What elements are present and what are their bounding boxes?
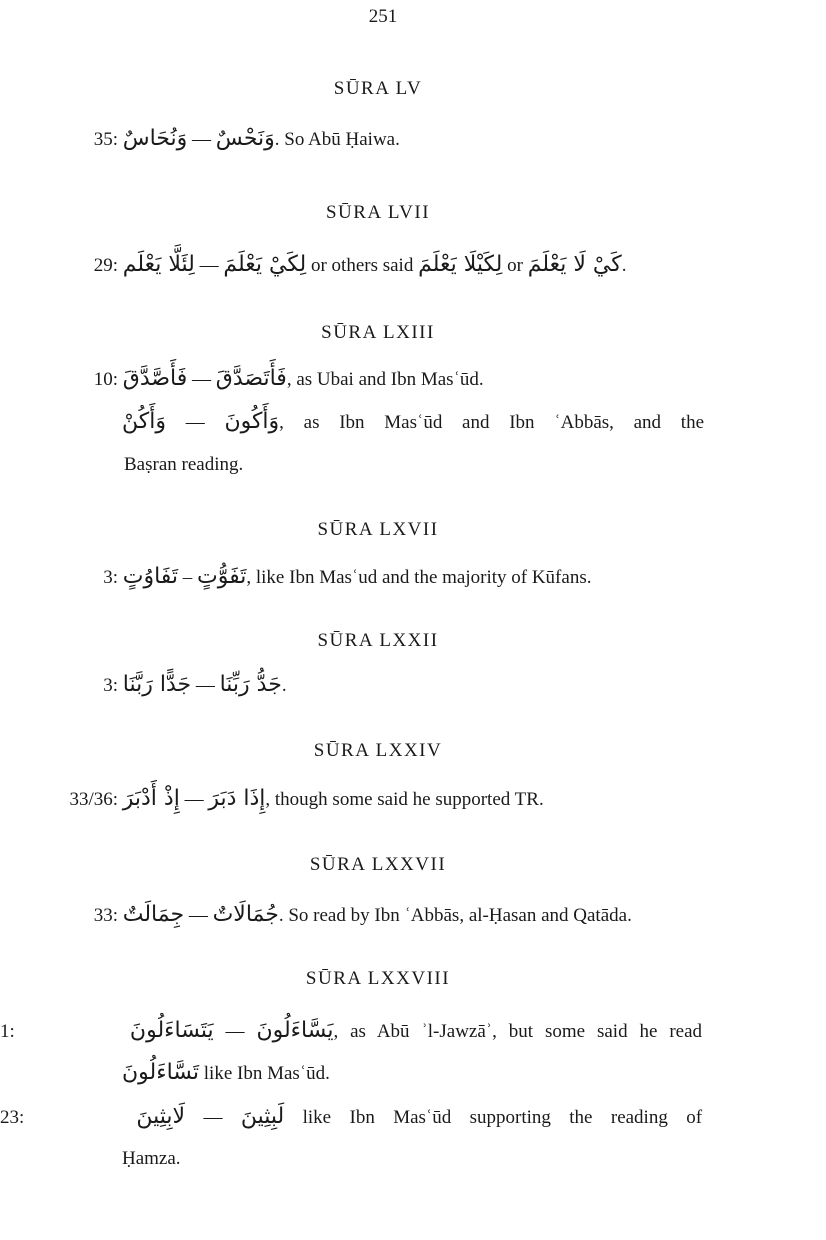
sura-heading: SŪRA LXXVIII [305, 968, 451, 989]
sura-heading: SŪRA LVII [325, 202, 431, 223]
arabic-variant: إِذْ أَدْبَرَ [122, 786, 180, 811]
verse-number: 29: [93, 255, 118, 276]
arabic-standard: تَفَوُّتٍ [197, 564, 247, 589]
variant-entry [0, 564, 591, 591]
verse-number: 3: [103, 567, 118, 588]
entry-text: . [621, 255, 627, 276]
arabic-standard: يَسَّاءَلُونَ [256, 1018, 334, 1043]
entry-continuation: Ḥamza. [122, 1148, 181, 1169]
arabic-variant: يَتَسَاءَلُونَ [129, 1018, 214, 1043]
arabic-variant: جِمَالَتٌ [122, 902, 185, 927]
arabic-standard: وَنَحْسٌ [215, 126, 275, 151]
variant-entry [0, 1104, 702, 1131]
arabic-variant: تَفَاوُتٍ [122, 564, 179, 589]
variant-entry [0, 786, 544, 813]
verse-number: 33/36: [69, 789, 118, 810]
variant-entry [0, 366, 484, 393]
arabic-variant: وَأَكُنْ [122, 409, 166, 434]
verse-number: 23: [0, 1107, 25, 1128]
variant-entry [0, 902, 632, 929]
entry-text: , though some said he supported TR. [265, 789, 544, 810]
verse-number: 3: [103, 675, 118, 696]
arabic-alternative: تَسَّاءَلُونَ [122, 1060, 200, 1085]
verse-number: 33: [93, 905, 118, 926]
variant-entry [0, 672, 287, 699]
arabic-variant: جَدًّا رَبَّنَا [122, 672, 192, 697]
arabic-variant: فَأَصَّدَّقَ [122, 366, 188, 391]
entry-text: . [281, 675, 287, 696]
entry-text: . So Abū Ḥaiwa. [274, 129, 400, 150]
dash: — [188, 905, 208, 926]
variant-entry [0, 252, 626, 279]
entry-text: like Ibn Masʿūd supporting the reading of [284, 1107, 703, 1128]
variant-entry [0, 126, 400, 153]
entry-text: like Ibn Masʿūd. [199, 1063, 330, 1084]
dash: — [199, 255, 219, 276]
entry-text: or [502, 255, 528, 276]
entry-text: . So read by Ibn ʿAbbās, al-Ḥasan and Qatāda. [278, 905, 632, 926]
verse-number: 10: [93, 369, 118, 390]
dash: — [203, 1107, 223, 1128]
entry-continuation [122, 1060, 330, 1087]
arabic-variant: وَنُحَاسٌ [122, 126, 188, 151]
verse-number: 1: [0, 1021, 15, 1042]
dash: – [182, 567, 193, 588]
entry-text: , as Ibn Masʿūd and Ibn ʿAbbās, and the [279, 412, 705, 433]
arabic-standard: لَبِثِينَ [240, 1104, 285, 1129]
arabic-variant: لَابِثِينَ [136, 1104, 186, 1129]
dash: — [185, 412, 205, 433]
arabic-standard: جَدُّ رَبِّنَا [219, 672, 282, 697]
sura-heading: SŪRA LV [333, 78, 423, 99]
arabic-alternative: كَيْ لَا يَعْلَمَ [527, 252, 622, 277]
sura-heading: SŪRA LXVII [317, 519, 439, 540]
entry-text: , as Abū ʾl-Jawzāʾ, but some said he read [333, 1021, 703, 1042]
arabic-standard: فَأَتَصَدَّقَ [215, 366, 287, 391]
dash: — [192, 369, 212, 390]
dash: — [195, 675, 215, 696]
arabic-standard: إِذَا دَبَرَ [208, 786, 266, 811]
entry-continuation: Baṣran reading. [124, 454, 244, 475]
entry-text: , as Ubai and Ibn Masʿūd. [286, 369, 484, 390]
sura-heading: SŪRA LXXVII [309, 854, 447, 875]
arabic-variant: لِئَلَّا يَعْلَم [122, 252, 195, 277]
dash: — [184, 789, 204, 810]
arabic-standard: جُمَالَاتٌ [212, 902, 279, 927]
dash: — [192, 129, 212, 150]
arabic-alternative: لِكَيْلَا يَعْلَمَ [418, 252, 503, 277]
sura-heading: SŪRA LXXIV [313, 740, 443, 761]
sura-heading: SŪRA LXXII [317, 630, 439, 651]
arabic-standard: لِكَيْ يَعْلَمَ [223, 252, 307, 277]
verse-number: 35: [93, 129, 118, 150]
entry-text: or others said [306, 255, 419, 276]
dash: — [225, 1021, 245, 1042]
variant-entry [122, 409, 704, 436]
entry-text: , like Ibn Masʿud and the majority of Kūfans. [246, 567, 592, 588]
variant-entry [0, 1018, 702, 1045]
arabic-standard: وَأَكُونَ [224, 409, 280, 434]
sura-heading: SŪRA LXIII [321, 322, 435, 343]
page-number: 251 [368, 6, 398, 27]
